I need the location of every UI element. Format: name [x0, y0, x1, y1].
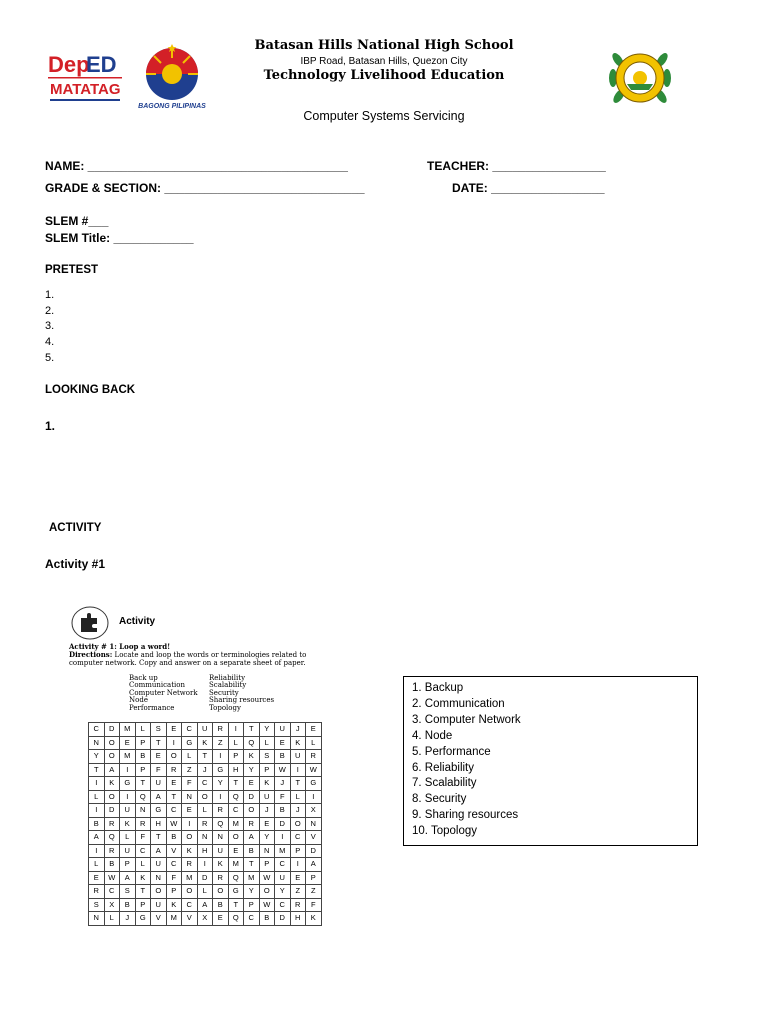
grid-row [89, 885, 322, 899]
grid-cell: I [213, 790, 229, 804]
grid-cell: P [120, 858, 136, 872]
grid-cell: S [120, 885, 136, 899]
grid-cell: T [166, 790, 182, 804]
grid-cell: Z [182, 763, 198, 777]
grid-cell: L [89, 790, 105, 804]
svg-text:ED: ED [86, 52, 117, 77]
grid-cell: C [89, 723, 105, 737]
grid-cell: E [166, 777, 182, 791]
activity-directions [69, 651, 341, 667]
grid-row [89, 871, 322, 885]
grid-cell: I [275, 831, 291, 845]
grid-cell: L [135, 723, 151, 737]
grid-cell: I [228, 723, 244, 737]
slem-number-field: SLEM #___ [45, 214, 109, 228]
grid-cell: T [228, 777, 244, 791]
pretest-item: 1. [45, 289, 55, 301]
grid-cell: A [244, 831, 260, 845]
grid-cell: P [306, 871, 322, 885]
grid-cell: Q [228, 912, 244, 926]
pretest-item: 5. [45, 352, 55, 364]
grid-cell: E [213, 912, 229, 926]
grid-cell: O [182, 885, 198, 899]
grid-cell: F [135, 831, 151, 845]
grid-cell: O [151, 885, 167, 899]
grid-cell: K [306, 912, 322, 926]
grid-cell: S [259, 750, 275, 764]
grid-cell: X [104, 898, 120, 912]
answer-item: 4. Node [412, 729, 453, 742]
grid-cell: P [228, 750, 244, 764]
grid-cell: P [135, 898, 151, 912]
looking-back-heading: LOOKING BACK [45, 384, 136, 396]
grid-cell: O [182, 831, 198, 845]
deped-matatag-logo [46, 48, 124, 106]
answer-item: 3. Computer Network [412, 713, 521, 726]
svg-text:Dep: Dep [48, 52, 90, 77]
grid-cell: O [104, 750, 120, 764]
grid-cell: U [197, 723, 213, 737]
grid-cell: J [290, 723, 306, 737]
grid-cell: N [89, 736, 105, 750]
grid-cell: B [166, 831, 182, 845]
grid-cell: C [182, 723, 198, 737]
word-search-grid [88, 722, 322, 926]
grid-row [89, 790, 322, 804]
grid-cell: K [259, 777, 275, 791]
grid-cell: R [104, 817, 120, 831]
grid-cell: C [275, 898, 291, 912]
grid-row [89, 804, 322, 818]
grid-row [89, 844, 322, 858]
grid-cell: C [182, 898, 198, 912]
grid-cell: L [197, 804, 213, 818]
grid-cell: O [104, 790, 120, 804]
grid-cell: Z [213, 736, 229, 750]
grid-cell: H [151, 817, 167, 831]
grid-cell: E [120, 736, 136, 750]
grid-cell: V [151, 912, 167, 926]
grid-cell: K [120, 817, 136, 831]
grid-row [89, 750, 322, 764]
grid-cell: R [135, 817, 151, 831]
grid-row [89, 912, 322, 926]
grid-cell: I [182, 817, 198, 831]
grid-cell: M [182, 871, 198, 885]
grid-cell: A [197, 898, 213, 912]
grid-cell: F [151, 763, 167, 777]
grid-cell: U [290, 750, 306, 764]
grid-cell: D [306, 844, 322, 858]
grid-cell: M [244, 871, 260, 885]
grid-cell: I [306, 790, 322, 804]
grid-cell: K [244, 750, 260, 764]
grid-cell: A [151, 844, 167, 858]
grid-cell: C [104, 885, 120, 899]
teacher-field: TEACHER: _________________ [427, 159, 606, 173]
grid-cell: Y [244, 763, 260, 777]
grid-cell: L [104, 912, 120, 926]
grid-cell: H [197, 844, 213, 858]
grid-cell: P [244, 898, 260, 912]
grid-cell: G [182, 736, 198, 750]
grid-cell: E [89, 871, 105, 885]
grid-cell: W [275, 763, 291, 777]
grid-cell: G [213, 763, 229, 777]
grid-cell: Y [259, 831, 275, 845]
slem-title-field: SLEM Title: ____________ [45, 231, 194, 245]
grid-cell: B [89, 817, 105, 831]
grid-cell: W [259, 871, 275, 885]
grid-cell: Q [135, 790, 151, 804]
answer-box [403, 676, 698, 846]
grid-cell: Y [89, 750, 105, 764]
grid-cell: Q [213, 817, 229, 831]
grid-cell: U [120, 844, 136, 858]
grid-cell: T [197, 750, 213, 764]
grid-cell: Q [228, 790, 244, 804]
activity-instr-title: Activity # 1: Loop a word! [69, 642, 171, 651]
answer-item: 8. Security [412, 793, 467, 806]
grid-row [89, 736, 322, 750]
grid-cell: O [166, 750, 182, 764]
grid-cell: U [151, 858, 167, 872]
grid-cell: T [151, 736, 167, 750]
puzzle-icon [71, 606, 107, 640]
grid-cell: B [275, 750, 291, 764]
grid-cell: D [275, 912, 291, 926]
grid-cell: Y [259, 723, 275, 737]
directions-text: Locate and loop the words or terminologies related to computer network. Copy and answer on a separate sheet of paper. [69, 651, 307, 667]
grid-cell: H [290, 912, 306, 926]
grid-cell: L [89, 858, 105, 872]
grid-cell: C [228, 804, 244, 818]
grid-cell: L [197, 885, 213, 899]
grid-cell: I [197, 858, 213, 872]
department-title: Technology Livelihood Education [263, 68, 505, 83]
grid-cell: N [197, 831, 213, 845]
grid-cell: N [89, 912, 105, 926]
grid-cell: V [166, 844, 182, 858]
answer-item: 9. Sharing resources [412, 809, 519, 822]
grid-cell: T [151, 831, 167, 845]
grid-cell: H [228, 763, 244, 777]
grid-cell: N [151, 871, 167, 885]
grid-cell: U [259, 790, 275, 804]
grid-cell: F [306, 898, 322, 912]
grid-cell: U [275, 723, 291, 737]
grade-section-field: GRADE & SECTION: ______________________________ [45, 181, 365, 195]
grid-cell: D [104, 804, 120, 818]
grid-cell: D [104, 723, 120, 737]
grid-row [89, 723, 322, 737]
grid-cell: E [290, 871, 306, 885]
grid-cell: J [290, 804, 306, 818]
bagong-pilipinas-text: BAGONG PILIPINAS [138, 103, 206, 110]
grid-cell: N [259, 844, 275, 858]
grid-cell: O [290, 817, 306, 831]
grid-cell: Q [228, 871, 244, 885]
grid-cell: J [259, 804, 275, 818]
grid-cell: M [228, 858, 244, 872]
grid-cell: G [151, 804, 167, 818]
grid-cell: K [166, 898, 182, 912]
grid-cell: G [120, 777, 136, 791]
grid-cell: F [166, 871, 182, 885]
grid-cell: B [213, 898, 229, 912]
grid-cell: L [135, 858, 151, 872]
grid-row [89, 831, 322, 845]
grid-cell: L [120, 831, 136, 845]
grid-cell: E [228, 844, 244, 858]
grid-cell: P [259, 858, 275, 872]
name-field: NAME: _______________________________________ [45, 159, 348, 173]
word-list-item: Performance [129, 703, 175, 712]
grid-cell: T [89, 763, 105, 777]
grid-cell: M [228, 817, 244, 831]
grid-cell: N [135, 804, 151, 818]
word-list-right [209, 675, 274, 712]
grid-cell: I [290, 858, 306, 872]
word-list-left [129, 675, 198, 712]
grid-cell: M [120, 723, 136, 737]
grid-cell: K [197, 736, 213, 750]
grid-cell: X [306, 804, 322, 818]
grid-row [89, 858, 322, 872]
grid-cell: N [213, 831, 229, 845]
grid-cell: N [182, 790, 198, 804]
grid-cell: P [166, 885, 182, 899]
grid-cell: C [290, 831, 306, 845]
grid-cell: T [135, 777, 151, 791]
grid-cell: C [166, 858, 182, 872]
grid-cell: E [244, 777, 260, 791]
grid-cell: J [120, 912, 136, 926]
grid-row [89, 763, 322, 777]
school-name: Batasan Hills National High School [254, 38, 514, 53]
grid-cell: K [290, 736, 306, 750]
grid-cell: O [244, 804, 260, 818]
grid-cell: S [151, 723, 167, 737]
word-list-item: Computer Network [129, 688, 198, 697]
pretest-item: 3. [45, 320, 55, 332]
grid-cell: A [120, 871, 136, 885]
grid-cell: W [306, 763, 322, 777]
grid-cell: B [275, 804, 291, 818]
grid-cell: Y [213, 777, 229, 791]
grid-cell: G [306, 777, 322, 791]
grid-cell: B [259, 912, 275, 926]
grid-cell: L [259, 736, 275, 750]
grid-cell: K [182, 844, 198, 858]
bagong-pilipinas-logo [134, 44, 210, 108]
grid-cell: E [259, 817, 275, 831]
activity-sub-heading: Activity #1 [45, 557, 106, 571]
word-list-item: Reliability [209, 674, 246, 682]
grid-cell: A [306, 858, 322, 872]
grid-cell: C [244, 912, 260, 926]
grid-cell: R [290, 898, 306, 912]
grid-cell: L [182, 750, 198, 764]
grid-cell: U [120, 804, 136, 818]
grid-cell: C [197, 777, 213, 791]
grid-cell: Z [306, 885, 322, 899]
grid-cell: I [89, 777, 105, 791]
answer-item: 1. Backup [412, 682, 464, 694]
grid-cell: R [213, 804, 229, 818]
grid-cell: K [213, 858, 229, 872]
grid-cell: I [89, 804, 105, 818]
grid-cell: I [120, 790, 136, 804]
grid-cell: T [290, 777, 306, 791]
answer-item: 10. Topology [412, 825, 478, 838]
grid-cell: U [275, 871, 291, 885]
school-seal-logo [605, 44, 675, 112]
grid-row [89, 777, 322, 791]
answer-item: 7. Scalability [412, 777, 477, 790]
grid-cell: Q [244, 736, 260, 750]
pretest-item: 4. [45, 336, 55, 348]
grid-cell: O [197, 790, 213, 804]
grid-cell: O [104, 736, 120, 750]
grid-cell: D [244, 790, 260, 804]
grid-cell: W [166, 817, 182, 831]
grid-cell: L [290, 790, 306, 804]
grid-cell: S [89, 898, 105, 912]
answer-item: 5. Performance [412, 745, 491, 758]
grid-cell: P [290, 844, 306, 858]
looking-back-item: 1. [45, 419, 56, 433]
grid-cell: V [306, 831, 322, 845]
grid-cell: P [135, 763, 151, 777]
grid-cell: R [104, 844, 120, 858]
word-list-item: Node [129, 696, 148, 705]
grid-cell: R [213, 723, 229, 737]
grid-cell: E [306, 723, 322, 737]
grid-cell: N [306, 817, 322, 831]
grid-cell: D [275, 817, 291, 831]
answer-item: 2. Communication [412, 697, 505, 710]
grid-cell: P [135, 736, 151, 750]
activity-heading: ACTIVITY [49, 522, 102, 534]
grid-cell: Z [290, 885, 306, 899]
grid-cell: T [244, 723, 260, 737]
grid-cell: P [259, 763, 275, 777]
word-list-item: Communication [129, 681, 185, 690]
grid-cell: X [197, 912, 213, 926]
date-field: DATE: _________________ [452, 181, 605, 195]
school-address: IBP Road, Batasan Hills, Quezon City [300, 56, 468, 67]
grid-cell: F [182, 777, 198, 791]
pretest-item: 2. [45, 305, 55, 317]
grid-cell: W [259, 898, 275, 912]
activity-card [68, 602, 348, 923]
directions-label: Directions: [69, 650, 113, 659]
grid-cell: E [275, 736, 291, 750]
grid-cell: J [197, 763, 213, 777]
subject-title: Computer Systems Servicing [303, 109, 465, 123]
word-list-item: Scalability [209, 681, 247, 690]
grid-cell: K [104, 777, 120, 791]
grid-cell: O [213, 885, 229, 899]
grid-cell: M [166, 912, 182, 926]
answer-item: 6. Reliability [412, 761, 474, 774]
grid-cell: M [120, 750, 136, 764]
grid-row [89, 898, 322, 912]
grid-cell: F [275, 790, 291, 804]
grid-cell: I [290, 763, 306, 777]
grid-cell: R [89, 885, 105, 899]
grid-cell: R [166, 763, 182, 777]
grid-cell: R [306, 750, 322, 764]
grid-cell: Y [244, 885, 260, 899]
grid-cell: G [228, 885, 244, 899]
grid-cell: U [213, 844, 229, 858]
grid-cell: Q [104, 831, 120, 845]
grid-cell: M [275, 844, 291, 858]
grid-cell: C [275, 858, 291, 872]
grid-cell: U [151, 898, 167, 912]
grid-cell: C [135, 844, 151, 858]
grid-cell: T [135, 885, 151, 899]
grid-cell: A [104, 763, 120, 777]
grid-cell: U [151, 777, 167, 791]
grid-cell: G [135, 912, 151, 926]
grid-cell: A [151, 790, 167, 804]
grid-cell: V [182, 912, 198, 926]
word-list-item: Back up [129, 674, 158, 682]
grid-cell: R [182, 858, 198, 872]
grid-cell: K [135, 871, 151, 885]
word-list-item: Sharing resources [209, 696, 275, 705]
grid-cell: B [135, 750, 151, 764]
pretest-heading: PRETEST [45, 264, 99, 276]
grid-cell: O [228, 831, 244, 845]
grid-cell: C [166, 804, 182, 818]
grid-cell: B [120, 898, 136, 912]
word-list-item: Topology [209, 703, 241, 712]
grid-cell: R [244, 817, 260, 831]
grid-cell: E [182, 804, 198, 818]
grid-cell: A [89, 831, 105, 845]
grid-cell: E [166, 723, 182, 737]
grid-cell: L [306, 736, 322, 750]
grid-cell: B [104, 858, 120, 872]
activity-card-title: Activity [119, 616, 156, 627]
grid-cell: O [259, 885, 275, 899]
grid-cell: I [213, 750, 229, 764]
grid-cell: R [197, 817, 213, 831]
grid-cell: D [197, 871, 213, 885]
grid-cell: B [244, 844, 260, 858]
grid-cell: I [89, 844, 105, 858]
svg-text:MATATAG: MATATAG [50, 81, 121, 98]
grid-cell: L [228, 736, 244, 750]
grid-cell: T [244, 858, 260, 872]
grid-cell: T [228, 898, 244, 912]
grid-cell: Y [275, 885, 291, 899]
grid-cell: E [151, 750, 167, 764]
grid-row [89, 817, 322, 831]
grid-cell: R [213, 871, 229, 885]
grid-cell: J [275, 777, 291, 791]
word-list-item: Security [209, 688, 239, 697]
grid-cell: I [166, 736, 182, 750]
grid-cell: I [120, 763, 136, 777]
grid-cell: W [104, 871, 120, 885]
